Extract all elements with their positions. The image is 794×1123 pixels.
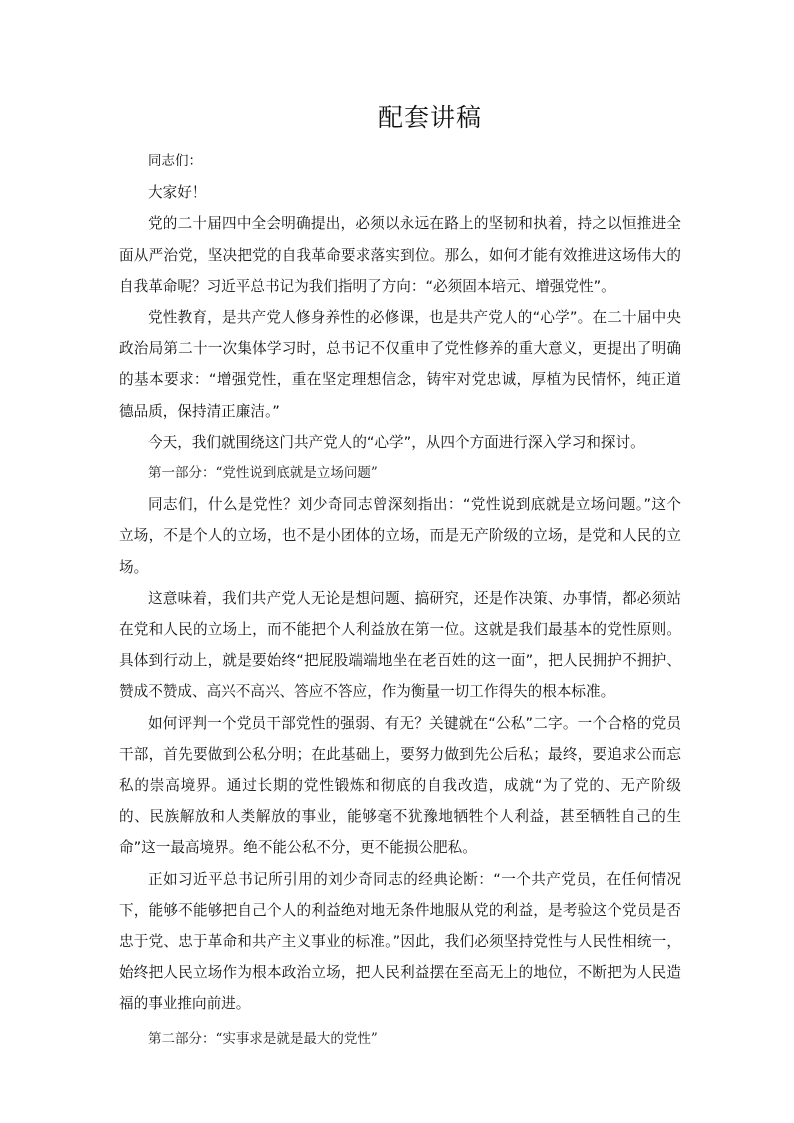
section-1-heading: 第一部分：“党性说到底就是立场问题” (148, 465, 378, 482)
salutation: 同志们： (148, 153, 202, 169)
paragraph-intro-3: 今天，我们就围绕这门共产党人的“心学”，从四个方面进行深入学习和探讨。 (148, 433, 645, 451)
section-1-paragraph-2: 这意味着，我们共产党人无论是想问题、搞研究，还是作决策、办事情，都必须站在党和人民的立场上，而不能把个人利益放在第一位。这就是我们最基本的党性原则。具体到行动上，就是要始终“把屁股端端地坐在老百姓的这一面”，把人民拥护不拥护、赞成不赞成、高兴不高兴、答应不答应，作为衡量一切工作得失的根本标准。 (119, 589, 681, 701)
section-1-paragraph-3: 如何评判一个党员干部党性的强弱、有无？关键就在“公私”二字。一个合格的党员干部，首先要做到公私分明；在此基础上，要努力做到先公后私；最终，要追求公而忘私的崇高境界。通过长期的党性锻炼和彻底的自我改造，成就“为了党的、无产阶级的、民族解放和人类解放的事业，能够毫不犹豫地牺牲个人利益，甚至牺牲自己的生命”这一最高境界。绝不能公私不分，更不能损公肥私。 (119, 714, 681, 857)
paragraph-intro-2: 党性教育，是共产党人修身养性的必修课，也是共产党人的“心学”。在二十届中央政治局第二十一次集体学习时，总书记不仅重申了党性修养的重大意义，更提出了明确的基本要求：“增强党性，重在坚定理想信念，铸牢对党忠诚，厚植为民情怀，纯正道德品质，保持清正廉洁。” (119, 309, 681, 420)
document-page (119, 100, 681, 1055)
greeting: 大家好！ (148, 184, 207, 202)
document-title: 配套讲稿 (377, 103, 482, 132)
section-2-heading: 第二部分：“实事求是就是最大的党性” (148, 1030, 378, 1047)
section-1-paragraph-1: 同志们，什么是党性？刘少奇同志曾深刻指出：“党性说到底就是立场问题。”这个立场，不是个人的立场，也不是小团体的立场，而是无产阶级的立场，是党和人民的立场。 (119, 496, 681, 576)
paragraph-intro-1: 党的二十届四中全会明确提出，必须以永远在路上的坚韧和执着，持之以恒推进全面从严治党，坚决把党的自我革命要求落实到位。那么，如何才能有效推进这场伟大的自我革命呢？习近平总书记为我们指明了方向：“必须固本培元、增强党性”。 (119, 215, 681, 295)
section-1-paragraph-4: 正如习近平总书记所引用的刘少奇同志的经典论断：“一个共产党员，在任何情况下，能够不能够把自己个人的利益绝对地无条件地服从党的利益，是考验这个党员是否忠于党、忠于革命和共产主义事业的标准。”因此，我们必须坚持党性与人民性相统一，始终把人民立场作为根本政治立场，把人民利益摆在至高无上的地位，不断把为人民造福的事业推向前进。 (119, 870, 681, 1013)
